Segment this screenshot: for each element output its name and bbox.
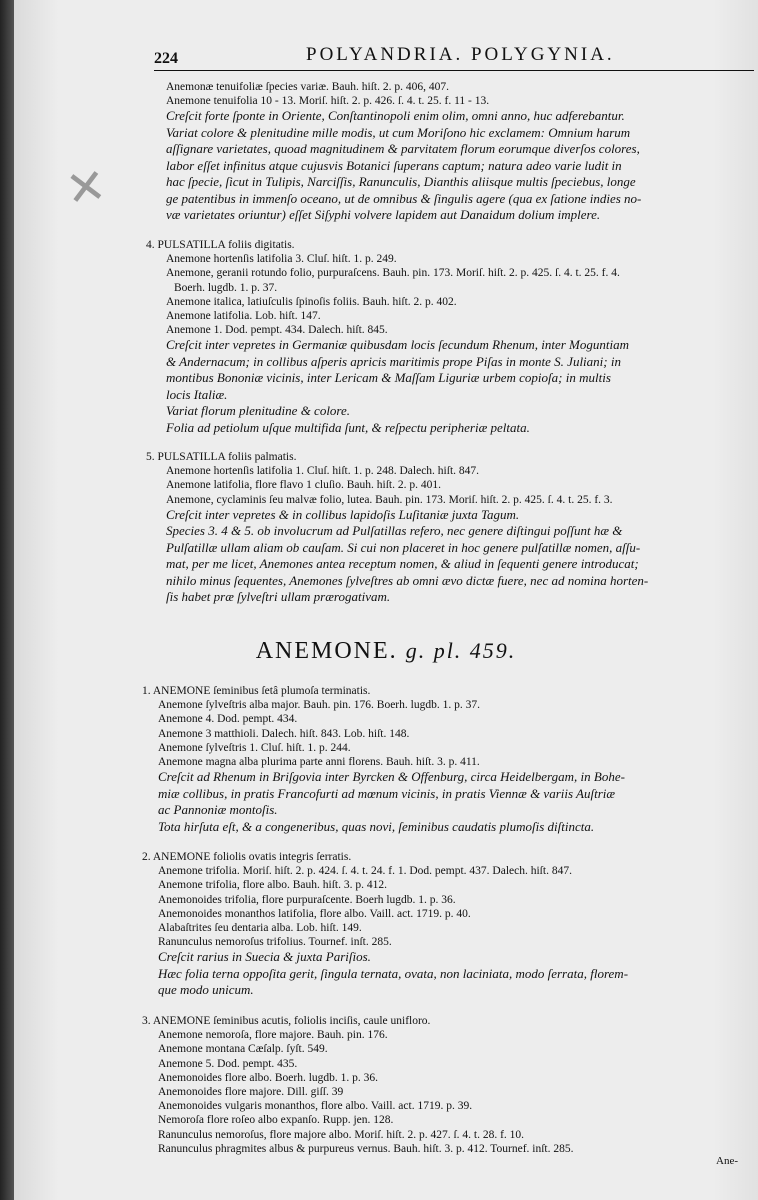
genus-reference: g. pl. 459.	[405, 638, 517, 663]
text-line: Anemone hortenſis latifolia 1. Cluſ. hiſt. 1. p. 248. Dalech. hiſt. 847.	[166, 465, 480, 478]
text-line: Creſcit inter vepretes in Germaniæ quibusdam locis ſecundum Rhenum, inter Moguntiam	[166, 337, 629, 353]
species-heading: 3. ANEMONE ſeminibus acutis, foliolis inciſis, caule unifloro.	[142, 1015, 431, 1027]
anemone-3-section	[142, 1014, 754, 1156]
genus-heading	[14, 638, 758, 665]
text-line: Anemonoides monanthos latifolia, flore albo. Vaill. act. 1719. p. 40.	[158, 907, 471, 920]
text-line: Folia ad petiolum uſque multifida ſunt, & reſpectu peripheriæ peltata.	[166, 419, 530, 435]
pulsatilla-4-section	[146, 238, 754, 436]
text-line: miæ collibus, in pratis Francofurti ad mœnum vicinis, in pratis Viennæ & variis Auſtriæ	[158, 785, 616, 801]
species-heading: 4. PULSATILLA foliis digitatis.	[146, 239, 295, 251]
text-line: Anemone 1. Dod. pempt. 434. Dalech. hiſt. 845.	[166, 324, 388, 337]
text-line: Anemone ſylveſtris 1. Cluſ. hiſt. 1. p. 244.	[158, 741, 351, 754]
text-line: Anemone ſylveſtris alba major. Bauh. pin. 176. Boerh. lugdb. 1. p. 37.	[158, 699, 480, 712]
text-line: hac ſpecie, ſicut in Tulipis, Narciſſis, Ranunculis, Dianthis aliisque multis ſpeciebus, longe	[166, 174, 636, 190]
text-line: Anemonoides flore majore. Dill. giſſ. 39	[158, 1086, 344, 1099]
text-line: nihilo minus ſequentes, Anemones ſylveſtres ab omni ævo dictæ fuere, nec ad nomina horten-	[166, 572, 649, 588]
page-number: 224	[154, 50, 178, 67]
text-line: Boerh. lugdb. 1. p. 37.	[174, 281, 278, 294]
species-heading: 5. PULSATILLA foliis palmatis.	[146, 451, 297, 463]
anemone-1-section	[142, 684, 754, 835]
book-gutter-edge	[0, 0, 14, 1200]
text-line: Anemone trifolia. Moriſ. hiſt. 2. p. 424. ſ. 4. t. 24. f. 1. Dod. pempt. 437. Dalech. hiſt. 847.	[158, 865, 572, 878]
genus-name: ANEMONE.	[255, 638, 398, 664]
text-line: Anemonoides vulgaris monanthos, flore albo. Vaill. act. 1719. p. 39.	[158, 1100, 473, 1113]
text-line: montibus Bononiæ vicinis, inter Lericam & Maſſam Liguriæ urbem copioſa; in multis	[166, 370, 611, 386]
text-line: Anemone 5. Dod. pempt. 435.	[158, 1057, 298, 1070]
text-line: Variat florum plenitudine & colore.	[166, 403, 351, 419]
text-line: Hæc folia terna oppoſita gerit, ſingula ternata, ovata, non laciniata, modo ſerrata, florem-	[158, 965, 629, 981]
text-line: Anemonoides trifolia, flore purpuraſcente. Boerh lugdb. 1. p. 36.	[158, 893, 456, 906]
text-line: Anemone tenuifolia 10 - 13. Moriſ. hiſt. 2. p. 426. ſ. 4. t. 25. f. 11 - 13.	[166, 95, 490, 108]
text-line: Alabaſtrites ſeu dentaria alba. Lob. hiſt. 149.	[158, 922, 362, 935]
text-line: Tota hirſuta eſt, & a congeneribus, quas novi, ſeminibus caudatis plumoſis diſtincta.	[158, 818, 595, 834]
page-title: POLYANDRIA. POLYGYNIA.	[306, 44, 615, 65]
running-header	[154, 44, 754, 71]
tenuifolia-section	[166, 80, 754, 224]
text-line: Anemone nemoroſa, flore majore. Bauh. pin. 176.	[158, 1029, 388, 1042]
anemone-2-section	[142, 850, 754, 999]
text-line: Anemone trifolia, flore albo. Bauh. hiſt. 3. p. 412.	[158, 879, 387, 892]
text-line: Anemone, cyclaminis ſeu malvæ folio, lutea. Bauh. pin. 173. Moriſ. hiſt. 2. p. 425. ſ. 4. t. 25. f. 3.	[166, 493, 613, 506]
text-line: Anemonæ tenuifoliæ ſpecies variæ. Bauh. hiſt. 2. p. 406, 407.	[166, 81, 449, 93]
text-line: Anemone, geranii rotundo folio, purpuraſcens. Bauh. pin. 173. Moriſ. hiſt. 2. p. 425. ſ. 4. t. 25. f. 4.	[166, 267, 620, 280]
pencil-x-mark: ✕	[62, 157, 110, 219]
text-line: Variat colore & plenitudine mille modis, ut cum Moriſono hic exclamem: Omnium harum	[166, 124, 631, 140]
text-line: Anemonoides flore albo. Boerh. lugdb. 1. p. 36.	[158, 1071, 379, 1084]
book-page	[14, 0, 758, 1200]
text-line: & Andernacum; in collibus aſperis apricis maritimis prope Piſas in monte S. Juliani; in	[166, 353, 621, 369]
pulsatilla-5-section	[146, 450, 754, 606]
text-line: Anemone latifolia, flore flavo 1 cluſio. Bauh. hiſt. 2. p. 401.	[166, 479, 441, 492]
text-line: locis Italiæ.	[166, 386, 228, 402]
text-line: Ranunculus nemoroſus, flore majore albo. Moriſ. hiſt. 2. p. 427. ſ. 4. t. 28. f. 10.	[158, 1128, 525, 1141]
text-line: Species 3. 4 & 5. ob involucrum ad Pulſatillas refero, nec genere diſtingui poſſunt hæ &	[166, 523, 623, 539]
text-line: ge patentibus in immenſo oceano, ut de omnibus & ſingulis agere (qua ex ſatione indies no-	[166, 190, 642, 206]
text-line: Anemone latifolia. Lob. hiſt. 147.	[166, 310, 321, 323]
text-line: Anemone montana Cæſalp. ſyſt. 549.	[158, 1043, 328, 1056]
text-line: væ varietates oriuntur) eſſet Siſyphi volvere lapidem aut Danaidum dolium implere.	[166, 207, 601, 223]
text-line: Anemone italica, latiuſculis ſpinoſis foliis. Bauh. hiſt. 2. p. 402.	[166, 295, 457, 308]
text-line: Anemone 3 matthioli. Dalech. hiſt. 843. Lob. hiſt. 148.	[158, 727, 410, 740]
text-line: Creſcit rarius in Suecia & juxta Pariſios.	[158, 949, 371, 965]
text-line: Creſcit forte ſponte in Oriente, Conſtantinopoli enim olim, omni anno, huc adferebantur.	[166, 108, 625, 124]
text-line: Ranunculus nemoroſus trifolius. Tournef. inſt. 285.	[158, 936, 392, 949]
text-line: mat, per me licet, Anemones antea receptum nomen, & aliud in ſequenti genere introducat;	[166, 556, 639, 572]
species-heading: 2. ANEMONE foliolis ovatis integris ſerratis.	[142, 851, 352, 863]
catchword: Ane-	[716, 1155, 738, 1167]
text-line: ac Pannoniæ montoſis.	[158, 802, 278, 818]
text-line: ſis habet præ ſylveſtri ullam prærogativam.	[166, 589, 391, 605]
text-line: que modo unicum.	[158, 982, 254, 998]
text-line: Anemone magna alba plurima parte anni florens. Bauh. hiſt. 3. p. 411.	[158, 756, 480, 769]
text-line: Creſcit inter vepretes & in collibus lapidoſis Luſitaniæ juxta Tagum.	[166, 506, 520, 522]
text-line: Creſcit ad Rhenum in Briſgovia inter Byrcken & Offenburg, circa Heidelbergam, in Bohe-	[158, 769, 625, 785]
text-line: labor eſſet infinitus atque cujusvis Botanici ſuperans captum; natura adeo varie ludit in	[166, 157, 622, 173]
text-line: Pulſatillæ ullam aliam ob cauſam. Si cui non placeret in hoc genere pulſatillæ nomen, aſſu-	[166, 539, 641, 555]
text-line: Ranunculus phragmites albus & purpureus vernus. Bauh. hiſt. 3. p. 412. Tournef. inſt. 285.	[158, 1142, 574, 1155]
text-line: Anemone 4. Dod. pempt. 434.	[158, 713, 298, 726]
text-line: Nemoroſa flore roſeo albo expanſo. Rupp. jen. 128.	[158, 1114, 394, 1127]
text-line: Anemone hortenſis latifolia 3. Cluſ. hiſt. 1. p. 249.	[166, 253, 397, 266]
text-line: aſſignare varietates, quoad magnitudinem & parvitatem florum eorumque diverſos colores,	[166, 141, 640, 157]
species-heading: 1. ANEMONE ſeminibus ſetâ plumoſa terminatis.	[142, 685, 371, 697]
